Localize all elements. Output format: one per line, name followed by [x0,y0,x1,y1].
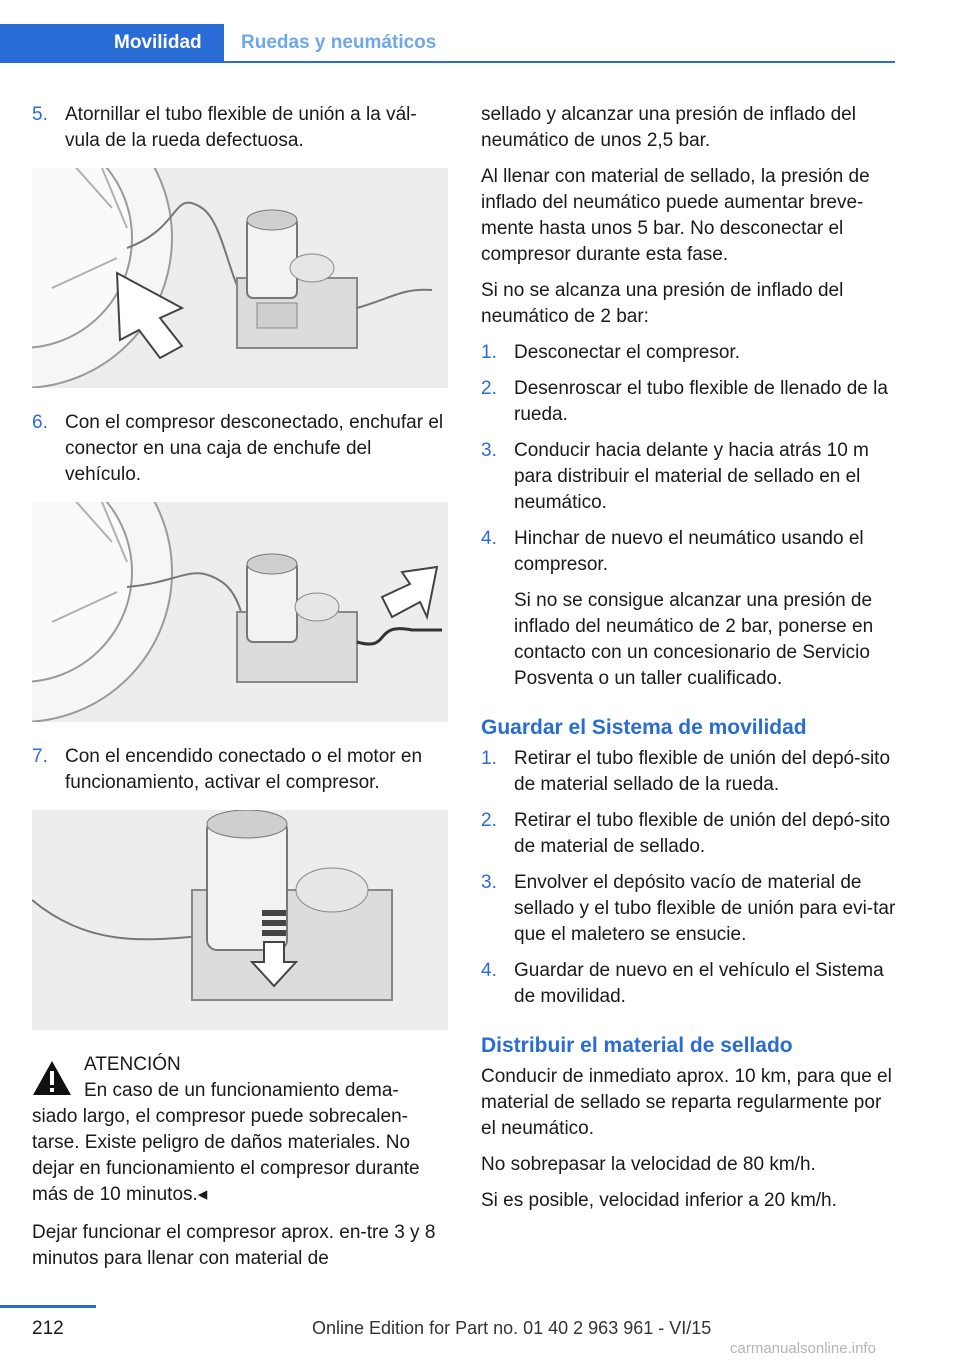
warning-triangle-icon [32,1060,72,1096]
step-number: 4. [481,960,497,981]
warning-title: ATENCIÓN [84,1054,181,1075]
paragraph: Dejar funcionar el compresor aprox. en-tre 3 y 8 minutos para llenar con material de [32,1222,436,1269]
hose-to-valve-illustration [32,168,448,388]
step-6 [32,410,448,488]
warning-box [32,1052,448,1208]
step-number: 1. [481,748,497,769]
paragraph: Al llenar con material de sellado, la presión de inflado del neumático puede aumentar breve-mente hasta unos 5 bar. No desconectar el compresor durante esta fase. [481,166,870,265]
step-number: 3. [481,440,497,461]
left-column [32,102,448,1282]
step-text: Conducir hacia delante y hacia atrás 10 m para distribuir el material de sellado en el neumático. [514,440,869,513]
step-text: Con el compresor desconectado, enchufar el conector en una caja de enchufe del vehículo. [65,412,444,485]
step-text: Hinchar de nuevo el neumático usando el compresor. [514,528,864,575]
paragraph: No sobrepasar la velocidad de 80 km/h. [481,1154,816,1175]
list-item [481,808,897,860]
list-item [481,870,897,948]
step-text: Retirar el tubo flexible de unión del depó-sito de material de sellado. [514,810,891,857]
plug-connector-illustration [32,502,448,722]
paragraph: sellado y alcanzar una presión de inflado del neumático de unos 2,5 bar. [481,104,856,151]
warning-text-line1: En caso de un funcionamiento dema- [84,1080,399,1101]
step-5 [32,102,448,154]
section-tab: Movilidad [0,24,224,61]
step-number: 2. [481,810,497,831]
step-number: 5. [32,104,48,125]
activate-compressor-illustration [32,810,448,1030]
step-number: 7. [32,746,48,767]
step-list [481,746,897,1010]
paragraph: Si es posible, velocidad inferior a 20 km/h. [481,1190,837,1211]
paragraph: Si no se alcanza una presión de inflado del neumático de 2 bar: [481,280,844,327]
list-item [481,438,897,516]
figure-hose-to-valve [32,168,448,388]
step-number: 2. [481,378,497,399]
step-text: Atornillar el tubo flexible de unión a la vál-vula de la rueda defectuosa. [65,104,417,151]
edition-note: Online Edition for Part no. 01 40 2 963 961 - VI/15 [312,1318,712,1338]
section-heading-distribute: Distribuir el material de sellado [481,1034,793,1057]
step-text: Guardar de nuevo en el vehículo el Sistema de movilidad. [514,960,884,1007]
section-heading-store: Guardar el Sistema de movilidad [481,716,807,739]
list-item [481,376,897,428]
step-text: Con el encendido conectado o el motor en funcionamiento, activar el compresor. [65,746,423,793]
step-text: Envolver el depósito vacío de material de sellado y el tubo flexible de unión para evi-tar que el maletero se ensucie. [514,872,896,945]
figure-activate-compressor [32,810,448,1030]
step-text: Desenroscar el tubo flexible de llenado de la rueda. [514,378,888,425]
paragraph: Conducir de inmediato aprox. 10 km, para que el material de sellado se reparta regularmente por el neumático. [481,1066,892,1139]
step-text: Desconectar el compresor. [514,342,740,363]
watermark: carmanualsonline.info [730,1340,876,1357]
page-number: 212 [32,1318,64,1339]
step-number: 3. [481,872,497,893]
list-item [481,526,897,578]
list-note: Si no se consigue alcanzar una presión de inflado del neumático de 2 bar, ponerse en contacto con un concesionario de Servicio Posventa o un taller cualificado. [514,590,874,689]
step-7 [32,744,448,796]
subsection-tab: Ruedas y neumáticos [241,32,437,53]
page-header [0,0,960,64]
step-number: 4. [481,528,497,549]
right-column [481,102,897,1224]
list-item [481,958,897,1010]
step-number: 1. [481,342,497,363]
list-item [481,746,897,798]
step-list [481,340,897,692]
header-rule [0,61,895,63]
list-item [481,340,897,366]
footer-rule [0,1305,96,1308]
step-text: Retirar el tubo flexible de unión del depó-sito de material sellado de la rueda. [514,748,891,795]
figure-plug-connector [32,502,448,722]
warning-text: siado largo, el compresor puede sobrecalen-tarse. Existe peligro de daños materiales. No dejar en funcionamiento el compresor durante más de 10 minutos.◂ [32,1106,420,1205]
step-number: 6. [32,412,48,433]
